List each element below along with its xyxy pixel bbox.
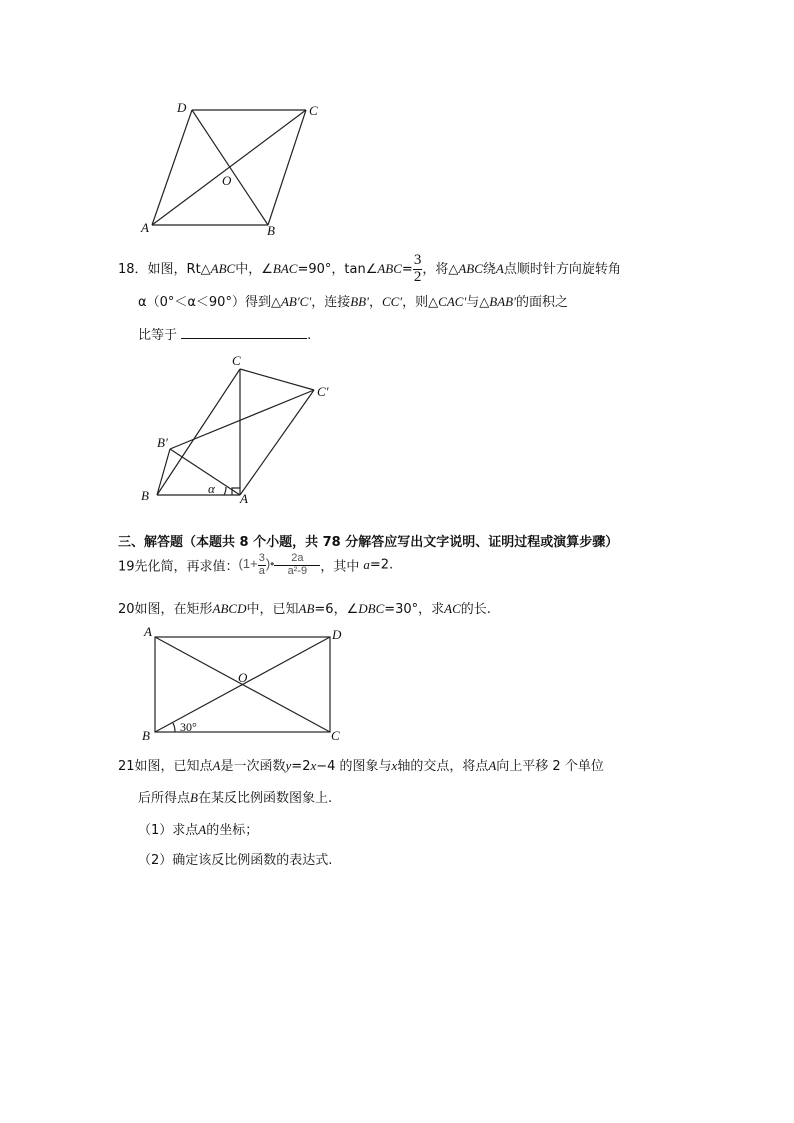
question-18-line3 (138, 324, 311, 343)
q18-eq: = (401, 261, 413, 277)
rectangle-figure (155, 637, 330, 732)
q20-b: 中，已知 (246, 602, 299, 617)
q21-x2: x (391, 758, 398, 773)
label-B-prime: B′ (157, 435, 168, 450)
q19-dot: • (270, 557, 275, 572)
q19-frac1 (258, 553, 266, 577)
q18-l2-e: 与△ (466, 295, 490, 310)
q21-sub1-b: 的坐标； (206, 823, 259, 838)
q20-abcd: ABCD (212, 601, 247, 616)
label-C-rect: C (331, 728, 340, 743)
q19-close: ) (265, 556, 271, 572)
q20-ac: AC (444, 601, 461, 616)
label-O-rect: O (238, 670, 248, 685)
section-3-heading: 三、解答题（本题共 8 个小题，共 78 分解答应写出文字说明、证明过程或演算步骤） (118, 535, 619, 550)
q18-l2-b: ，连接 (311, 295, 351, 310)
q19-frac2-num: 2a (274, 553, 320, 566)
label-30deg: 30° (180, 720, 197, 734)
rhombus-shape (152, 110, 306, 225)
question-18-line1 (118, 253, 621, 286)
q20-dbc: DBC (358, 601, 385, 616)
q19-frac2 (274, 553, 320, 577)
q18-fraction (413, 253, 423, 286)
q19-open: (1+ (238, 556, 258, 572)
label-A-bottom: A (240, 491, 248, 506)
q21-b: 是一次函数 (220, 759, 286, 774)
q18-l2-a: α（0°＜α＜90°）得到△ (138, 295, 281, 310)
q21-d: −4 的图象与 (316, 759, 392, 774)
q20-a: 20如图，在矩形 (118, 602, 213, 617)
question-18-line2 (138, 291, 568, 310)
label-C-top: C (232, 353, 241, 368)
q19-frac1-num: 3 (258, 552, 265, 564)
q18-l2-d: ，则△ (402, 295, 439, 310)
question-21-line1 (118, 755, 604, 774)
q18-num: 18．如图，Rt△ (118, 261, 211, 277)
q18-text5: 点顺时针方向旋转角 (503, 261, 621, 277)
question-21-sub1 (138, 819, 258, 838)
q19-var: a (363, 557, 370, 573)
q18-l2-cc: CC′ (381, 294, 403, 309)
label-D: D (177, 100, 187, 115)
label-alpha: α (208, 481, 215, 496)
q18-bac: BAC (272, 260, 298, 276)
q18-abc: ABC (210, 260, 236, 276)
q21-y: y (285, 758, 292, 773)
q21-pb: B (190, 790, 198, 805)
q18-text3: ，将△ (422, 261, 459, 277)
q21-l2-a: 后所得点 (138, 791, 191, 806)
q20-e: 的长. (460, 602, 491, 617)
label-D-rect: D (332, 627, 342, 642)
q19-frac1-den: a (258, 564, 265, 577)
label-A: A (141, 220, 149, 235)
q18-l2-f: 的面积之 (515, 295, 568, 310)
q19-frac2-den: a²-9 (287, 564, 308, 577)
q18-text1: 中，∠ (235, 261, 273, 277)
q21-pa: A (212, 758, 221, 773)
q21-c: =2 (291, 759, 311, 774)
q18-a: A (495, 260, 504, 276)
q21-l2-b: 在某反比例函数图象上. (197, 791, 333, 806)
q18-l2-tri: AB′C′ (280, 294, 312, 309)
q21-sub1-a: （1）求点 (138, 823, 199, 838)
q18-l2-bb: BB′ (350, 294, 369, 309)
q18-l2-bab: BAB′ (489, 294, 516, 309)
label-B: B (267, 223, 275, 238)
q21-x: x (310, 758, 317, 773)
q20-d: =30°，求 (384, 602, 445, 617)
q18-frac-num: 3 (413, 252, 422, 268)
q18-l3-b: . (307, 328, 312, 343)
q18-l2-c: ， (368, 295, 382, 310)
q18-text2: =90°，tan∠ (297, 261, 378, 277)
q18-l3-a: 比等于 (138, 328, 178, 343)
q21-a: 21如图，已知点 (118, 759, 213, 774)
q18-abc3: ABC (458, 260, 483, 276)
label-C: C (309, 103, 318, 118)
label-B-bottom: B (141, 488, 149, 503)
q21-e: 轴的交点，将点 (397, 759, 489, 774)
q19-suffix-b: =2. (369, 557, 394, 573)
label-C-prime: C′ (317, 384, 329, 399)
q18-text4: 绕 (482, 261, 496, 277)
q18-abc2: ABC (377, 260, 402, 276)
label-A-rect: A (144, 624, 152, 639)
q18-frac-den: 2 (413, 268, 422, 285)
answer-blank[interactable] (181, 326, 307, 339)
q20-c: =6，∠ (314, 602, 359, 617)
q21-f: 向上平移 2 个单位 (496, 759, 604, 774)
q19-suffix-a: ，其中 (320, 559, 360, 575)
label-B-rect: B (142, 728, 150, 743)
question-20 (118, 598, 491, 617)
question-21-line2 (138, 787, 332, 806)
question-19 (118, 553, 393, 577)
rotation-figure (157, 369, 314, 495)
question-21-sub2: （2）确定该反比例函数的表达式. (138, 853, 333, 868)
q19-prefix: 19先化简，再求值： (118, 559, 239, 575)
label-O: O (222, 173, 232, 188)
q18-l2-cac: CAC′ (438, 294, 467, 309)
q21-pa2: A (488, 758, 497, 773)
q20-ab: AB (298, 601, 315, 616)
q21-sub1-pa: A (198, 822, 207, 837)
q19-formula (239, 553, 321, 577)
